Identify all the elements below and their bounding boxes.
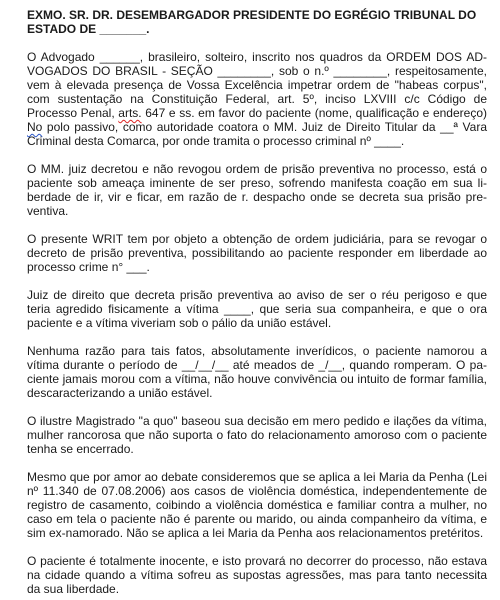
paragraph-writ-object: O presente WRIT tem por objeto a obtenção de ordem judiciária, para se revogar o decreto de prisão preventiva, possibilitando ao paciente responder em liberdade ao processo crime n° ___.	[27, 232, 487, 274]
intro-text-end: polo passivo, como autoridade coatora o MM. Juiz de Direito Titular da __ª Vara Criminal desta Comarca, por onde tramita o processo criminal nº ____.	[27, 120, 487, 148]
spellcheck-flagged-word[interactable]: arts.	[118, 106, 142, 120]
paragraph-no-reason: Nenhuma razão para tais fatos, absolutamente inverídicos, o paciente namorou a vítima durante o período de __/__/__ até meados de _/__, quando romperam. O paciente jamais morou com a vítima, não houve convivência ou intuito de formar família, descaracterizando a união estável.	[27, 344, 487, 400]
grammar-flagged-word[interactable]: No	[27, 120, 43, 134]
document-heading: EXMO. SR. DR. DESEMBARGADOR PRESIDENTE DO EGRÉGIO TRIBUNAL DO ESTADO DE _______.	[27, 8, 477, 36]
intro-text-middle: 647 e ss. em favor do paciente (nome, qualificação e endereço)	[141, 106, 487, 120]
paragraph-preventive-arrest: O MM. juiz decretou e não revogou ordem de prisão preventiva no processo, está o paciente sob ameaça iminente de ser preso, sofrendo manifesta coação em sua liberdade de ir, vir e ficar, em razão de r. despacho onde se decreta sua prisão preventiva.	[27, 162, 487, 218]
paragraph-maria-da-penha: Mesmo que por amor ao debate consideremos que se aplica a lei Maria da Penha (Lei nº 11.340 de 07.08.2006) aos casos de violência doméstica, independentemente de registro de casamento, coibindo a violência doméstica e familiar contra a mulher, no caso em tela o paciente não é parente ou marido, ou ainda companheiro da vítima, e sim ex-namorado. Não se aplica a lei Maria da Penha aos relacionamentos pretéritos.	[27, 470, 487, 540]
paragraph-innocence: O paciente é totalmente inocente, e isto provará no decorrer do processo, não estava na cidade quando a vítima sofreu as supostas agressões, mas para tanto necessita da sua liberdade.	[27, 554, 487, 596]
paragraph-petition-intro	[27, 50, 487, 148]
paragraph-magistrate-a-quo: O ilustre Magistrado "a quo" baseou sua decisão em mero pedido e ilações da vítima, mulher rancorosa que não suporta o fato do relacionamento amoroso com o paciente tenha se encerrado.	[27, 414, 487, 456]
intro-text-start: O Advogado ______, brasileiro, solteiro, inscrito nos quadros da ORDEM DOS ADVOGADOS DO BRASIL - SEÇÃO ________, sob o n.º ________, respeitosamente, vem à elevada presença de Vossa Excelência impetrar ordem de "habeas corpus", com sustentação na Constituição Federal, art. 5º, inciso LXVIII c/c Código de Processo Penal,	[27, 50, 487, 120]
paragraph-judge-decision: Juiz de direito que decreta prisão preventiva ao aviso de ser o réu perigoso e que teria agredido fisicamente a vítima ____, que seria sua companheira, e que o ora paciente e a vítima viveriam sob o pálio da união estável.	[27, 288, 487, 330]
